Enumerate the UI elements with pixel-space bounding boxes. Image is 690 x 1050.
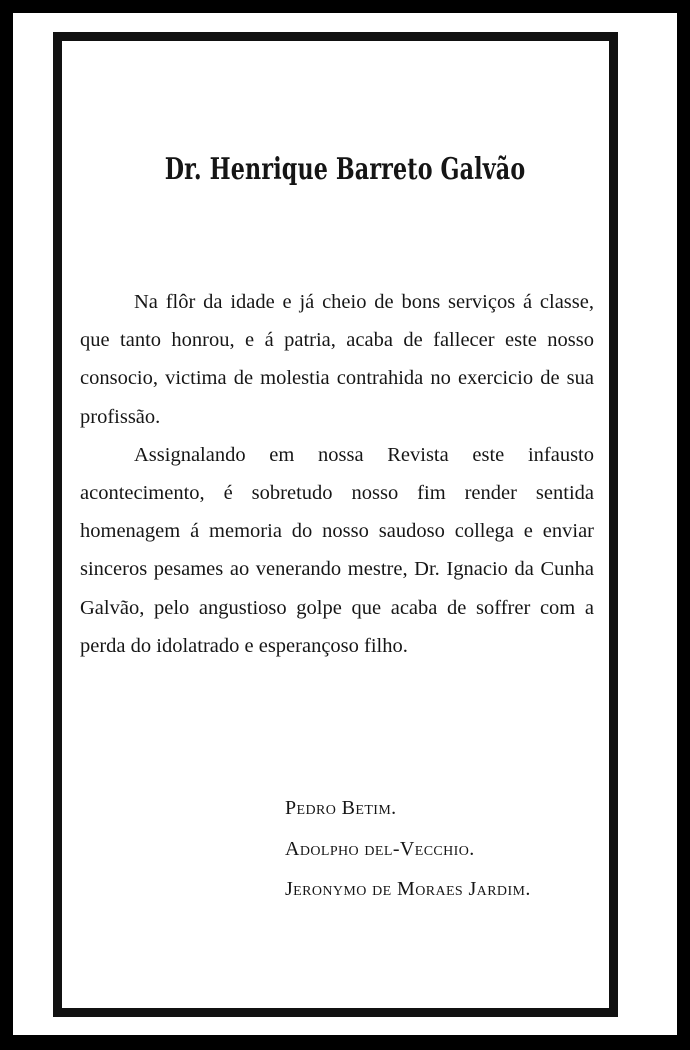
- signature-jeronymo-jardim: Jeronymo de Moraes Jardim.: [285, 878, 531, 900]
- signature-pedro-betim: Pedro Betim.: [285, 797, 397, 819]
- obituary-title: Dr. Henrique Barreto Galvão: [164, 152, 526, 187]
- obituary-body: [80, 283, 594, 665]
- paragraph-1: Na flôr da idade e já cheio de bons serviços á classe, que tanto honrou, e á patria, acaba de fallecer este nosso consocio, victima de molestia contrahida no exercicio de sua profissão.: [80, 291, 594, 428]
- signature-block: [285, 788, 531, 910]
- paragraph-2: Assignalando em nossa Revista este infausto acontecimento, é sobretudo nosso fim render sentida homenagem á memoria do nosso saudoso collega e enviar sinceros pesames ao venerando mestre, Dr. Ignacio da Cunha Galvão, pelo angustioso golpe que acaba de soffrer com a perda do idolatrado e esperançoso filho.: [80, 443, 594, 657]
- signature-adolpho-del-vecchio: Adolpho del-Vecchio.: [285, 837, 475, 860]
